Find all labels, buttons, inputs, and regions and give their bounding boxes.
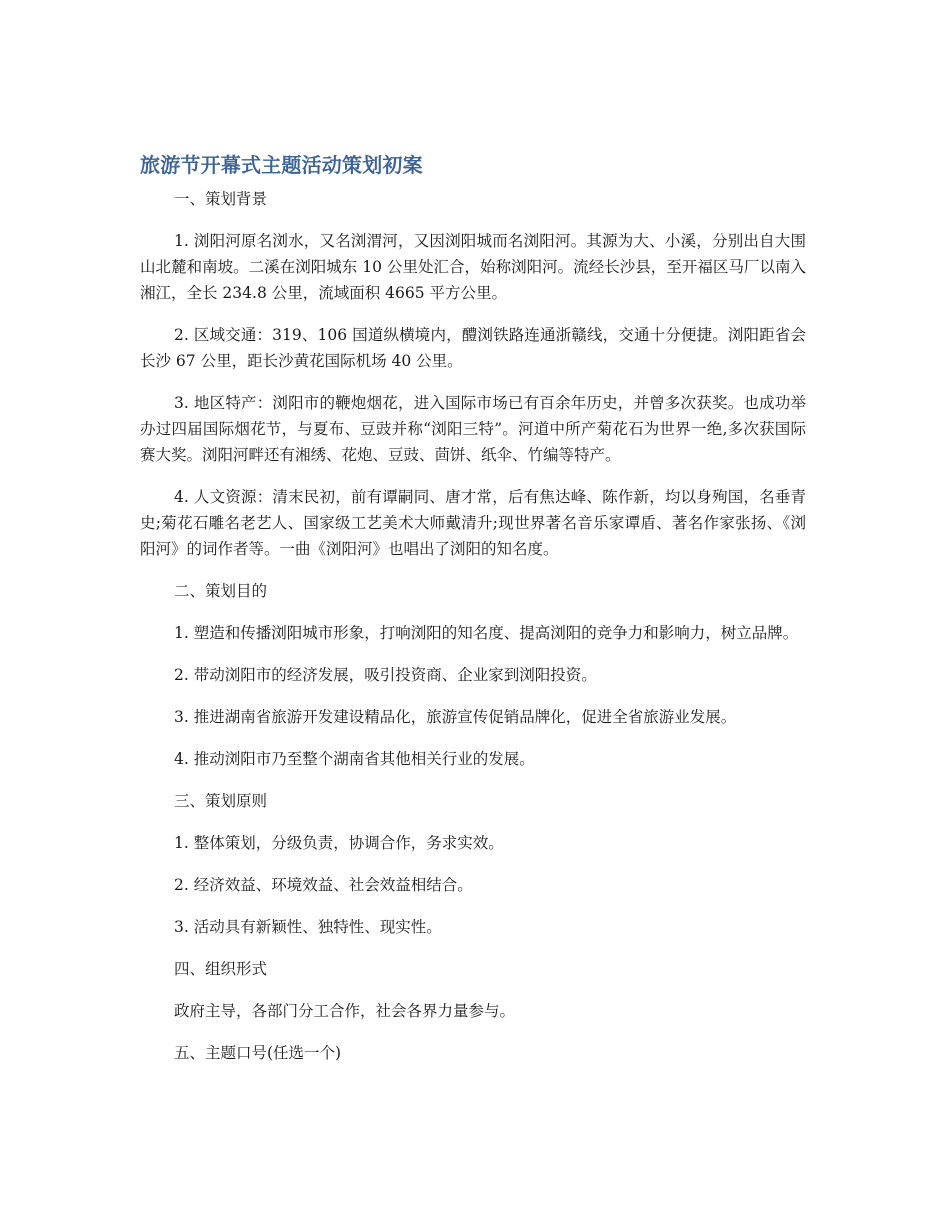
section-heading-purpose: 二、策划目的 <box>174 582 268 600</box>
section-heading-slogan: 五、主题口号(任选一个) <box>174 1044 342 1062</box>
section-heading-principles: 三、策划原则 <box>174 792 268 810</box>
purpose-paragraph-3: 3. 推进湖南省旅游开发建设精品化，旅游宣传促销品牌化，促进全省旅游业发展。 <box>174 708 737 726</box>
section-heading-organization: 四、组织形式 <box>174 960 268 978</box>
background-paragraph-4: 4. 人文资源：清末民初，前有谭嗣同、唐才常，后有焦达峰、陈作新，均以身殉国，名垂青史;菊花石雕名老艺人、国家级工艺美术大师戴清升;现世界著名音乐家谭盾、著名作家张扬、《浏阳河》的词作者等。一曲《浏阳河》也唱出了浏阳的知名度。 <box>140 488 806 558</box>
organization-paragraph: 政府主导，各部门分工合作，社会各界力量参与。 <box>174 1002 516 1020</box>
principles-paragraph-2: 2. 经济效益、环境效益、社会效益相结合。 <box>174 876 473 894</box>
purpose-paragraph-4: 4. 推动浏阳市乃至整个湖南省其他相关行业的发展。 <box>174 750 535 768</box>
background-paragraph-1: 1. 浏阳河原名浏水，又名浏渭河，又因浏阳城而名浏阳河。其源为大、小溪，分别出自大围山北麓和南坡。二溪在浏阳城东 10 公里处汇合，始称浏阳河。流经长沙县，至开福区马厂以南入湘江，全长 234.8 公里，流域面积 4665 平方公里。 <box>140 232 806 302</box>
purpose-paragraph-2: 2. 带动浏阳市的经济发展，吸引投资商、企业家到浏阳投资。 <box>174 666 597 684</box>
principles-paragraph-1: 1. 整体策划，分级负责，协调合作，务求实效。 <box>174 834 504 852</box>
background-paragraph-3: 3. 地区特产：浏阳市的鞭炮烟花，进入国际市场已有百余年历史，并曾多次获奖。也成功举办过四届国际烟花节，与夏布、豆豉并称“浏阳三特”。河道中所产菊花石为世界一绝,多次获国际赛大奖。浏阳河畔还有湘绣、花炮、豆豉、茴饼、纸伞、竹编等特产。 <box>140 394 806 464</box>
background-paragraph-2: 2. 区域交通：319、106 国道纵横境内，醴浏铁路连通浙赣线，交通十分便捷。浏阳距省会长沙 67 公里，距长沙黄花国际机场 40 公里。 <box>140 326 806 370</box>
purpose-paragraph-1: 1. 塑造和传播浏阳城市形象，打响浏阳的知名度、提高浏阳的竞争力和影响力，树立品牌。 <box>174 624 799 642</box>
document-body <box>140 150 806 1082</box>
section-heading-background: 一、策划背景 <box>174 190 268 208</box>
principles-paragraph-3: 3. 活动具有新颖性、独特性、现实性。 <box>174 918 442 936</box>
document-title: 旅游节开幕式主题活动策划初案 <box>140 153 423 177</box>
